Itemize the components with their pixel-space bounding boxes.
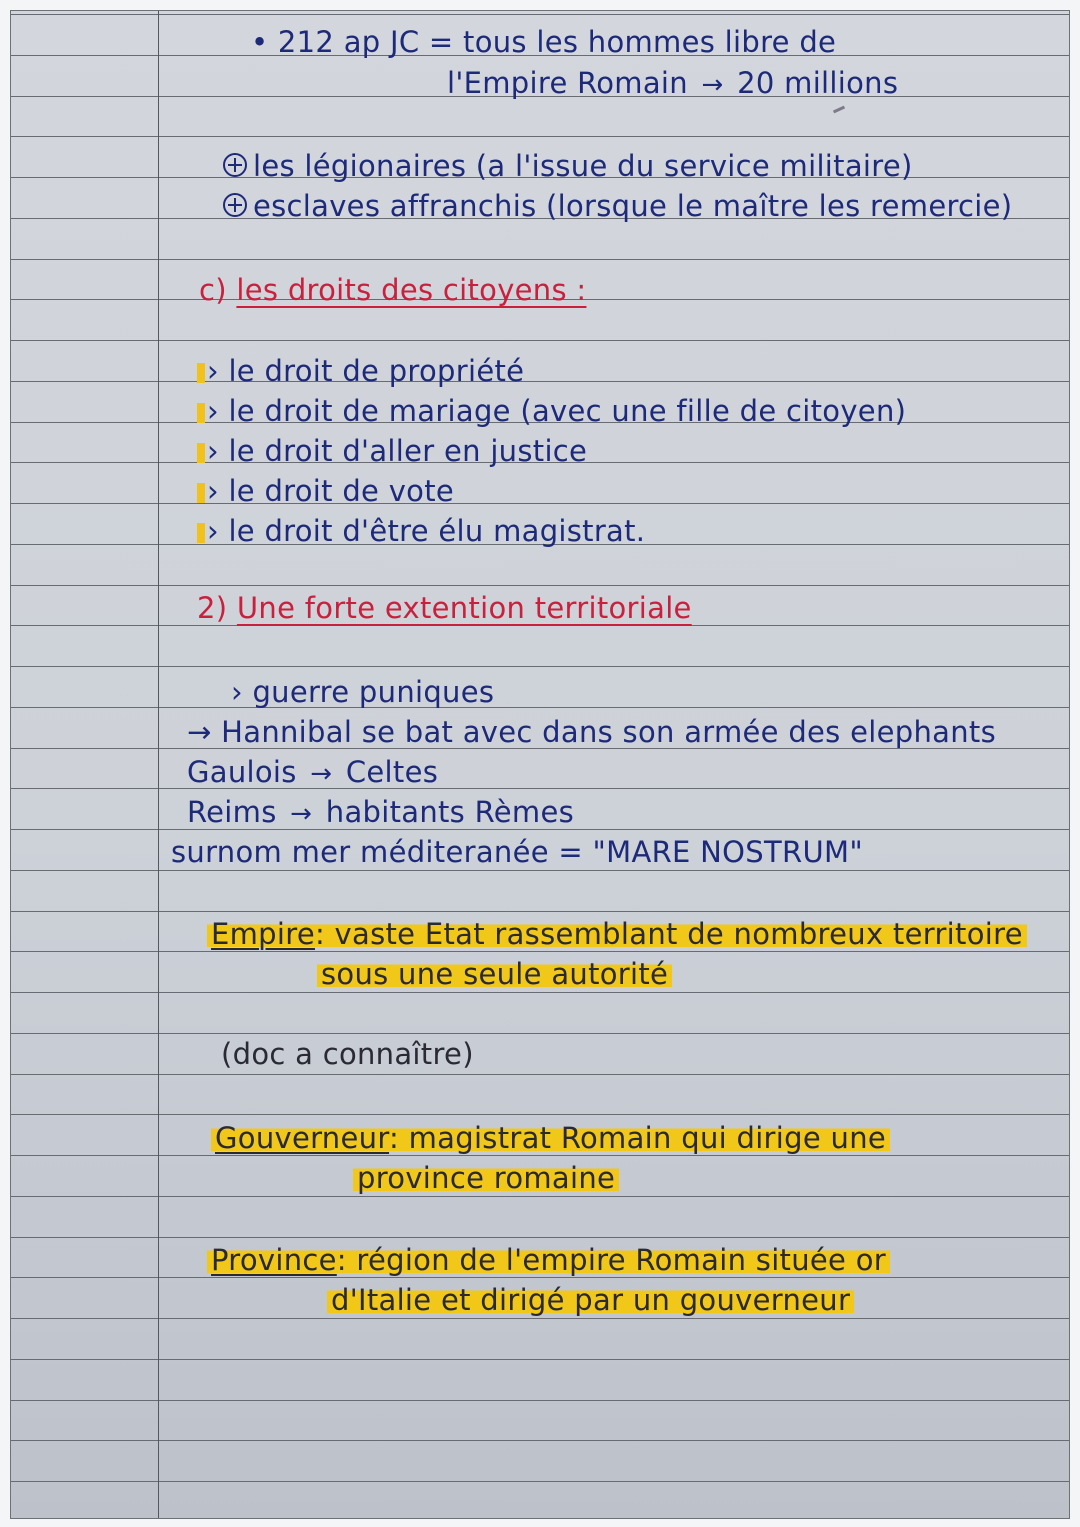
addition-item [223,189,1012,223]
ruled-line [11,381,1069,382]
ruled-line [11,1196,1069,1197]
ruled-line [11,1114,1069,1115]
definition-text: d'Italie et dirigé par un gouverneur [327,1283,854,1317]
definition-term: Gouverneur [215,1121,390,1155]
ruled-line [11,1318,1069,1319]
section-c-title: les droits des citoyens : [236,273,587,307]
note-line [187,715,996,749]
ruled-line [11,666,1069,667]
addition-item [223,149,913,183]
definition-term: Province [211,1243,337,1277]
arrow-right-icon: → [290,799,313,829]
ruled-line [11,1033,1069,1034]
ruled-line [11,1074,1069,1075]
ruled-line [11,1359,1069,1360]
chevron-right-icon: › [207,514,219,548]
ruled-line [11,503,1069,504]
definition-gouverneur-cont [353,1161,619,1195]
margin-line [158,11,159,1518]
definition-gouverneur [211,1121,890,1155]
ruled-line [11,1155,1069,1156]
ruled-line [11,1481,1069,1482]
addition-text: les légionaires (a l'issue du service militaire) [253,149,913,183]
rights-list-item [197,434,587,468]
section-c-number: c) [199,273,227,307]
definition-term: Empire [211,917,315,951]
highlight-marker-icon [197,403,205,423]
definition-text: : magistrat Romain qui dirige une [389,1121,887,1155]
definition-province [207,1243,890,1277]
section-2-number: 2) [197,591,228,625]
ruled-line [11,788,1069,789]
right-text: le droit d'aller en justice [228,434,588,468]
right-text: le droit de mariage (avec une fille de citoyen) [228,394,907,428]
ruled-line [11,625,1069,626]
note-left: Reims [187,795,277,829]
note-line [187,755,438,791]
note-right: habitants Rèmes [325,795,574,829]
notebook-page [10,10,1070,1519]
ruled-line [11,951,1069,952]
note-text: Hannibal se bat avec dans son armée des elephants [221,715,996,749]
definition-text: : vaste Etat rassemblant de nombreux territoire [314,917,1023,951]
definition-text: : région de l'empire Romain située or [336,1243,886,1277]
definition-province-cont [327,1283,854,1317]
ruled-line [11,585,1069,586]
ruled-line [11,259,1069,260]
rights-list-item [197,394,906,428]
note-line [231,675,494,709]
chevron-right-icon: › [207,394,219,428]
chevron-right-icon: › [207,474,219,508]
right-text: le droit de propriété [228,354,525,388]
section-2-title: Une forte extention territoriale [236,591,692,625]
ruled-line [11,14,1069,15]
ruled-line [11,1440,1069,1441]
definition-empire [207,917,1027,951]
right-text: le droit de vote [228,474,455,508]
highlight-marker-icon [197,443,205,463]
addition-text: esclaves affranchis (lorsque le maître les remercie) [253,189,1013,223]
ruled-line [11,340,1069,341]
highlight-marker-icon [197,483,205,503]
note-line [187,795,574,831]
intro-line-1: • 212 ap JC = tous les hommes libre de [251,25,837,59]
definition-empire-cont [317,957,672,991]
note-left: Gaulois [187,755,297,789]
definition-text: province romaine [353,1161,619,1195]
ruled-line [11,1237,1069,1238]
rights-list-item [197,474,454,508]
definition-text: sous une seule autorité [317,957,672,991]
chevron-right-icon: › [207,434,219,468]
population-value: 20 millions [737,66,899,100]
intro-line-2 [447,66,898,102]
arrow-right-icon: → [701,70,724,100]
note-text: guerre puniques [252,675,495,709]
arrow-right-icon: → [310,759,333,789]
ruled-line [11,136,1069,137]
note-line: surnom mer méditeranée = "MARE NOSTRUM" [171,835,863,869]
section-2-heading [197,591,692,625]
highlight-marker-icon [197,363,205,383]
ruled-line [11,870,1069,871]
ruled-line [11,1277,1069,1278]
right-text: le droit d'être élu magistrat. [228,514,646,548]
ruled-line [11,911,1069,912]
rights-list-item [197,514,645,548]
highlight-marker-icon [197,523,205,543]
chevron-right-icon: › [231,675,243,709]
chevron-right-icon: › [207,354,219,388]
note-right: Celtes [345,755,439,789]
ruled-line [11,992,1069,993]
reminder-note: (doc a connaître) [221,1037,474,1071]
section-c-heading [199,273,586,307]
ruled-line [11,707,1069,708]
pen-tick-mark [833,106,845,114]
arrow-right-icon: → [187,715,212,749]
plus-circle-icon [223,153,247,177]
ruled-line [11,1400,1069,1401]
rights-list-item [197,354,524,388]
plus-circle-icon [223,193,247,217]
intro-empire-text: l'Empire Romain [447,66,688,100]
